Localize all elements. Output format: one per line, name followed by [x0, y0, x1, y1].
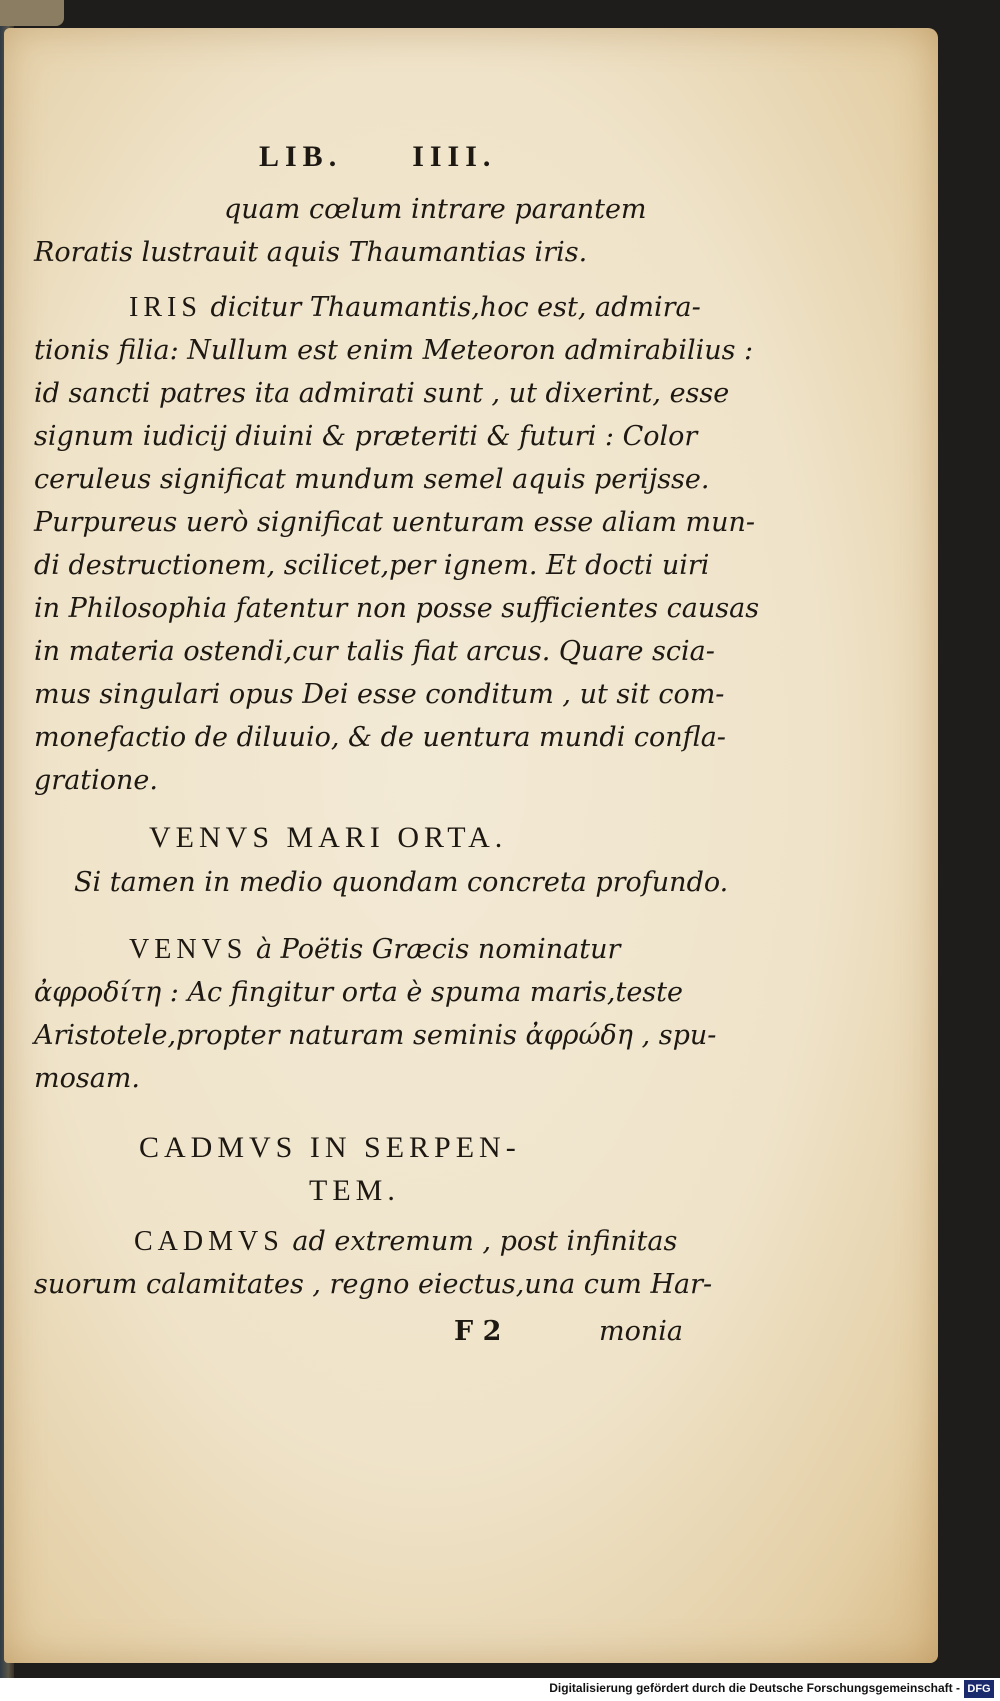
- paragraph-line: monefactio de diluuio, & de uentura mundi confla-: [34, 722, 726, 753]
- paragraph-text: ad extremum , post infinitas: [292, 1226, 678, 1257]
- paragraph-line: Aristotele,propter naturam seminis ἀφρώδη , spu-: [34, 1020, 717, 1051]
- lead-word: VENVS: [129, 934, 248, 965]
- lead-word: CADMVS: [134, 1226, 284, 1257]
- paragraph-line: suorum calamitates , regno eiectus,una cum Har-: [34, 1269, 713, 1300]
- paragraph-line: ἀφροδίτη : Ac fingitur orta è spuma maris,teste: [34, 977, 683, 1008]
- paragraph-line: di destructionem, scilicet,per ignem. Et docti uiri: [34, 550, 710, 581]
- verse-line: Roratis lustrauit aquis Thaumantias iris.: [34, 237, 588, 268]
- section-heading: CADMVS IN SERPEN-: [139, 1131, 521, 1164]
- paragraph-line: [129, 286, 701, 329]
- paragraph-line: gratione.: [34, 765, 158, 796]
- signature-mark: F 2: [454, 1316, 502, 1347]
- dfg-logo-icon: DFG: [964, 1680, 994, 1698]
- running-head: [259, 140, 566, 174]
- paragraph-line: [129, 928, 620, 971]
- footer-credit: Digitalisierung gefördert durch die Deutsche Forschungsgemeinschaft -: [549, 1681, 960, 1695]
- book-page: [4, 28, 938, 1663]
- verse-line: quam cœlum intrare parantem: [224, 194, 647, 225]
- paragraph-line: in Philosophia fatentur non posse sufficientes causas: [34, 593, 760, 624]
- running-head-right: IIII.: [412, 140, 497, 173]
- corner-tab: [0, 0, 64, 26]
- paragraph-line: tionis filia: Nullum est enim Meteoron admirabilius :: [34, 335, 754, 366]
- paragraph-line: in materia ostendi,cur talis fiat arcus. Quare scia-: [34, 636, 715, 667]
- paragraph-line: Purpureus uerò significat uenturam esse aliam mun-: [34, 507, 756, 538]
- paragraph-line: id sancti patres ita admirati sunt , ut dixerint, esse: [34, 378, 730, 409]
- paragraph-line: [134, 1220, 677, 1263]
- running-head-left: LIB.: [259, 140, 343, 173]
- catchword: monia: [599, 1316, 683, 1347]
- paragraph-text: dicitur Thaumantis,hoc est, admira-: [210, 292, 701, 323]
- section-heading: TEM.: [309, 1174, 400, 1207]
- section-heading: VENVS MARI ORTA.: [149, 821, 508, 854]
- footer-bar: [0, 1678, 1000, 1701]
- verse-line: Si tamen in medio quondam concreta profundo.: [74, 867, 729, 898]
- lead-word: IRIS: [129, 292, 202, 323]
- paragraph-line: mus singulari opus Dei esse conditum , ut sit com-: [34, 679, 725, 710]
- paragraph-line: ceruleus significat mundum semel aquis perijsse.: [34, 464, 710, 495]
- paragraph-text: à Poëtis Græcis nominatur: [255, 934, 621, 965]
- paragraph-line: signum iudicij diuini & præteriti & futuri : Color: [34, 421, 698, 452]
- paragraph-line: mosam.: [34, 1063, 140, 1094]
